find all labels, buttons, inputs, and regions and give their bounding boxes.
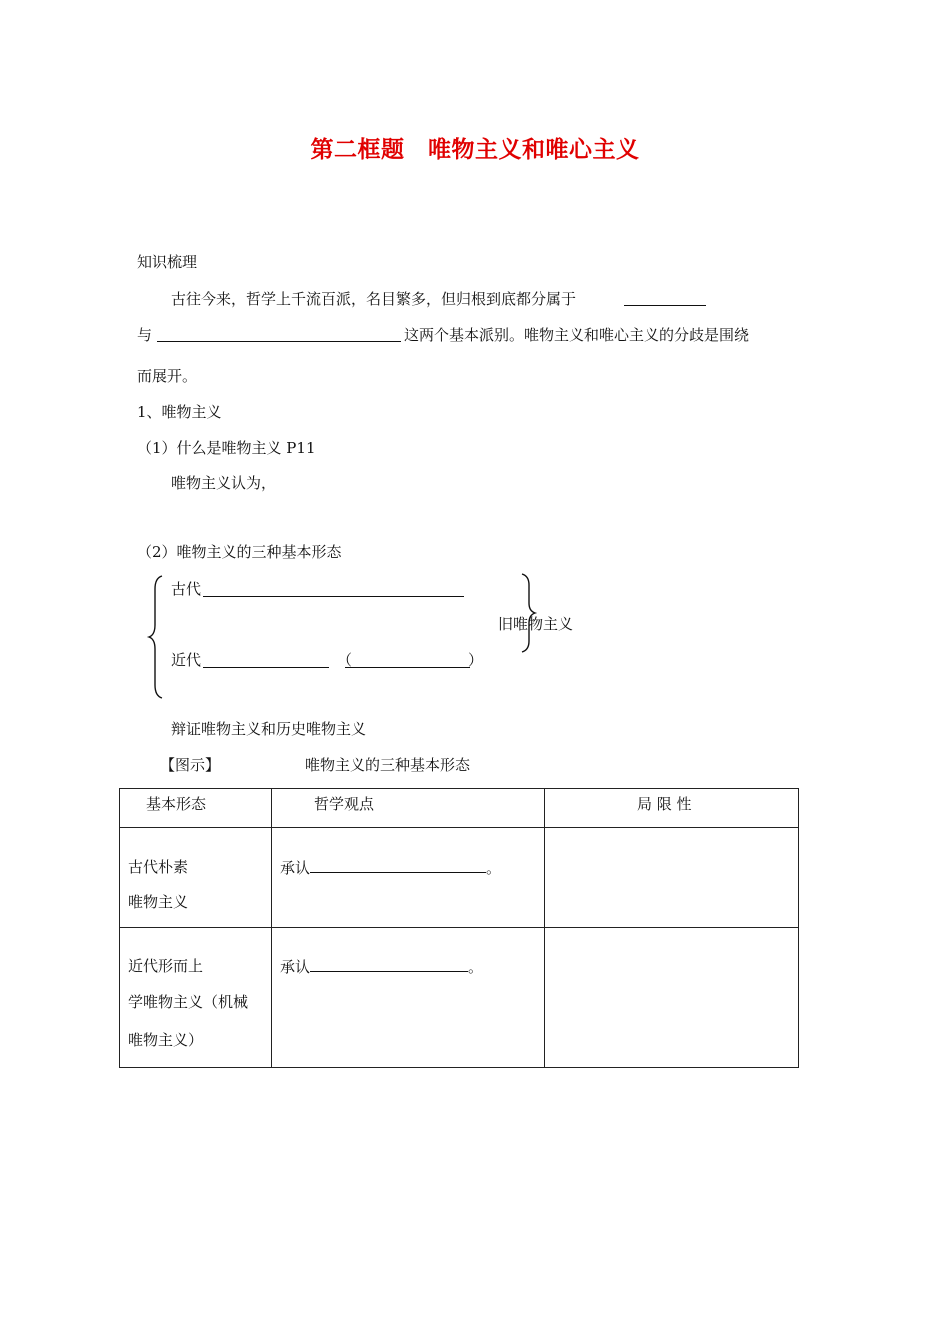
- modern-label: 近代: [171, 651, 202, 669]
- item1-heading: 1、唯物主义: [137, 403, 222, 421]
- intro-line-2-prefix: 与: [137, 326, 153, 344]
- right-brace-icon: [518, 573, 538, 653]
- modern-paren-blank[interactable]: [345, 667, 470, 668]
- left-brace-icon: [146, 575, 166, 699]
- intro-line-2-suffix: 这两个基本派别。唯物主义和唯心主义的分歧是围绕: [404, 326, 750, 344]
- section-heading: 知识梳理: [137, 253, 198, 271]
- table-row: [120, 828, 799, 928]
- intro-blank-2[interactable]: [157, 341, 401, 342]
- header-cell: 局 限 性: [545, 789, 799, 828]
- intro-line-1: 古往今来，哲学上千流百派，名目繁多，但归根到底都分属于: [171, 290, 577, 308]
- intro-line-3: 而展开。: [137, 367, 198, 385]
- limitation-cell[interactable]: [545, 828, 799, 928]
- modern-paren-close: ）: [468, 651, 484, 669]
- table-row: [120, 928, 799, 1068]
- form-cell: 古代朴素 唯物主义: [120, 828, 272, 928]
- modern-paren-open: （: [337, 651, 353, 669]
- view-cell: 承认 。: [272, 928, 545, 1068]
- view-blank[interactable]: [310, 858, 486, 873]
- view-cell: 承认 。: [272, 828, 545, 928]
- header-cell: 哲学观点: [272, 789, 545, 828]
- header-cell: 基本形态: [120, 789, 272, 828]
- modern-blank[interactable]: [203, 667, 329, 668]
- figure-tag: 【图示】: [160, 756, 221, 774]
- item1-answer-1: 唯物主义认为，: [171, 474, 277, 492]
- page-title: 第二框题 唯物主义和唯心主义: [310, 137, 640, 163]
- materialism-forms-table: [119, 788, 799, 1068]
- figure-caption: 唯物主义的三种基本形态: [305, 756, 471, 774]
- ancient-label: 古代: [171, 580, 202, 598]
- form-cell: 近代形而上 学唯物主义（机械 唯物主义）: [120, 928, 272, 1068]
- dialectical-materialism: 辩证唯物主义和历史唯物主义: [171, 720, 367, 738]
- view-blank[interactable]: [310, 957, 468, 972]
- old-materialism-label: 旧唯物主义: [498, 615, 574, 633]
- item1-question-2: （2）唯物主义的三种基本形态: [137, 543, 342, 561]
- intro-blank-1[interactable]: [624, 305, 706, 306]
- ancient-blank[interactable]: [203, 596, 464, 597]
- limitation-cell[interactable]: [545, 928, 799, 1068]
- table-header-row: [120, 789, 799, 828]
- item1-question-1: （1）什么是唯物主义 P11: [137, 439, 316, 457]
